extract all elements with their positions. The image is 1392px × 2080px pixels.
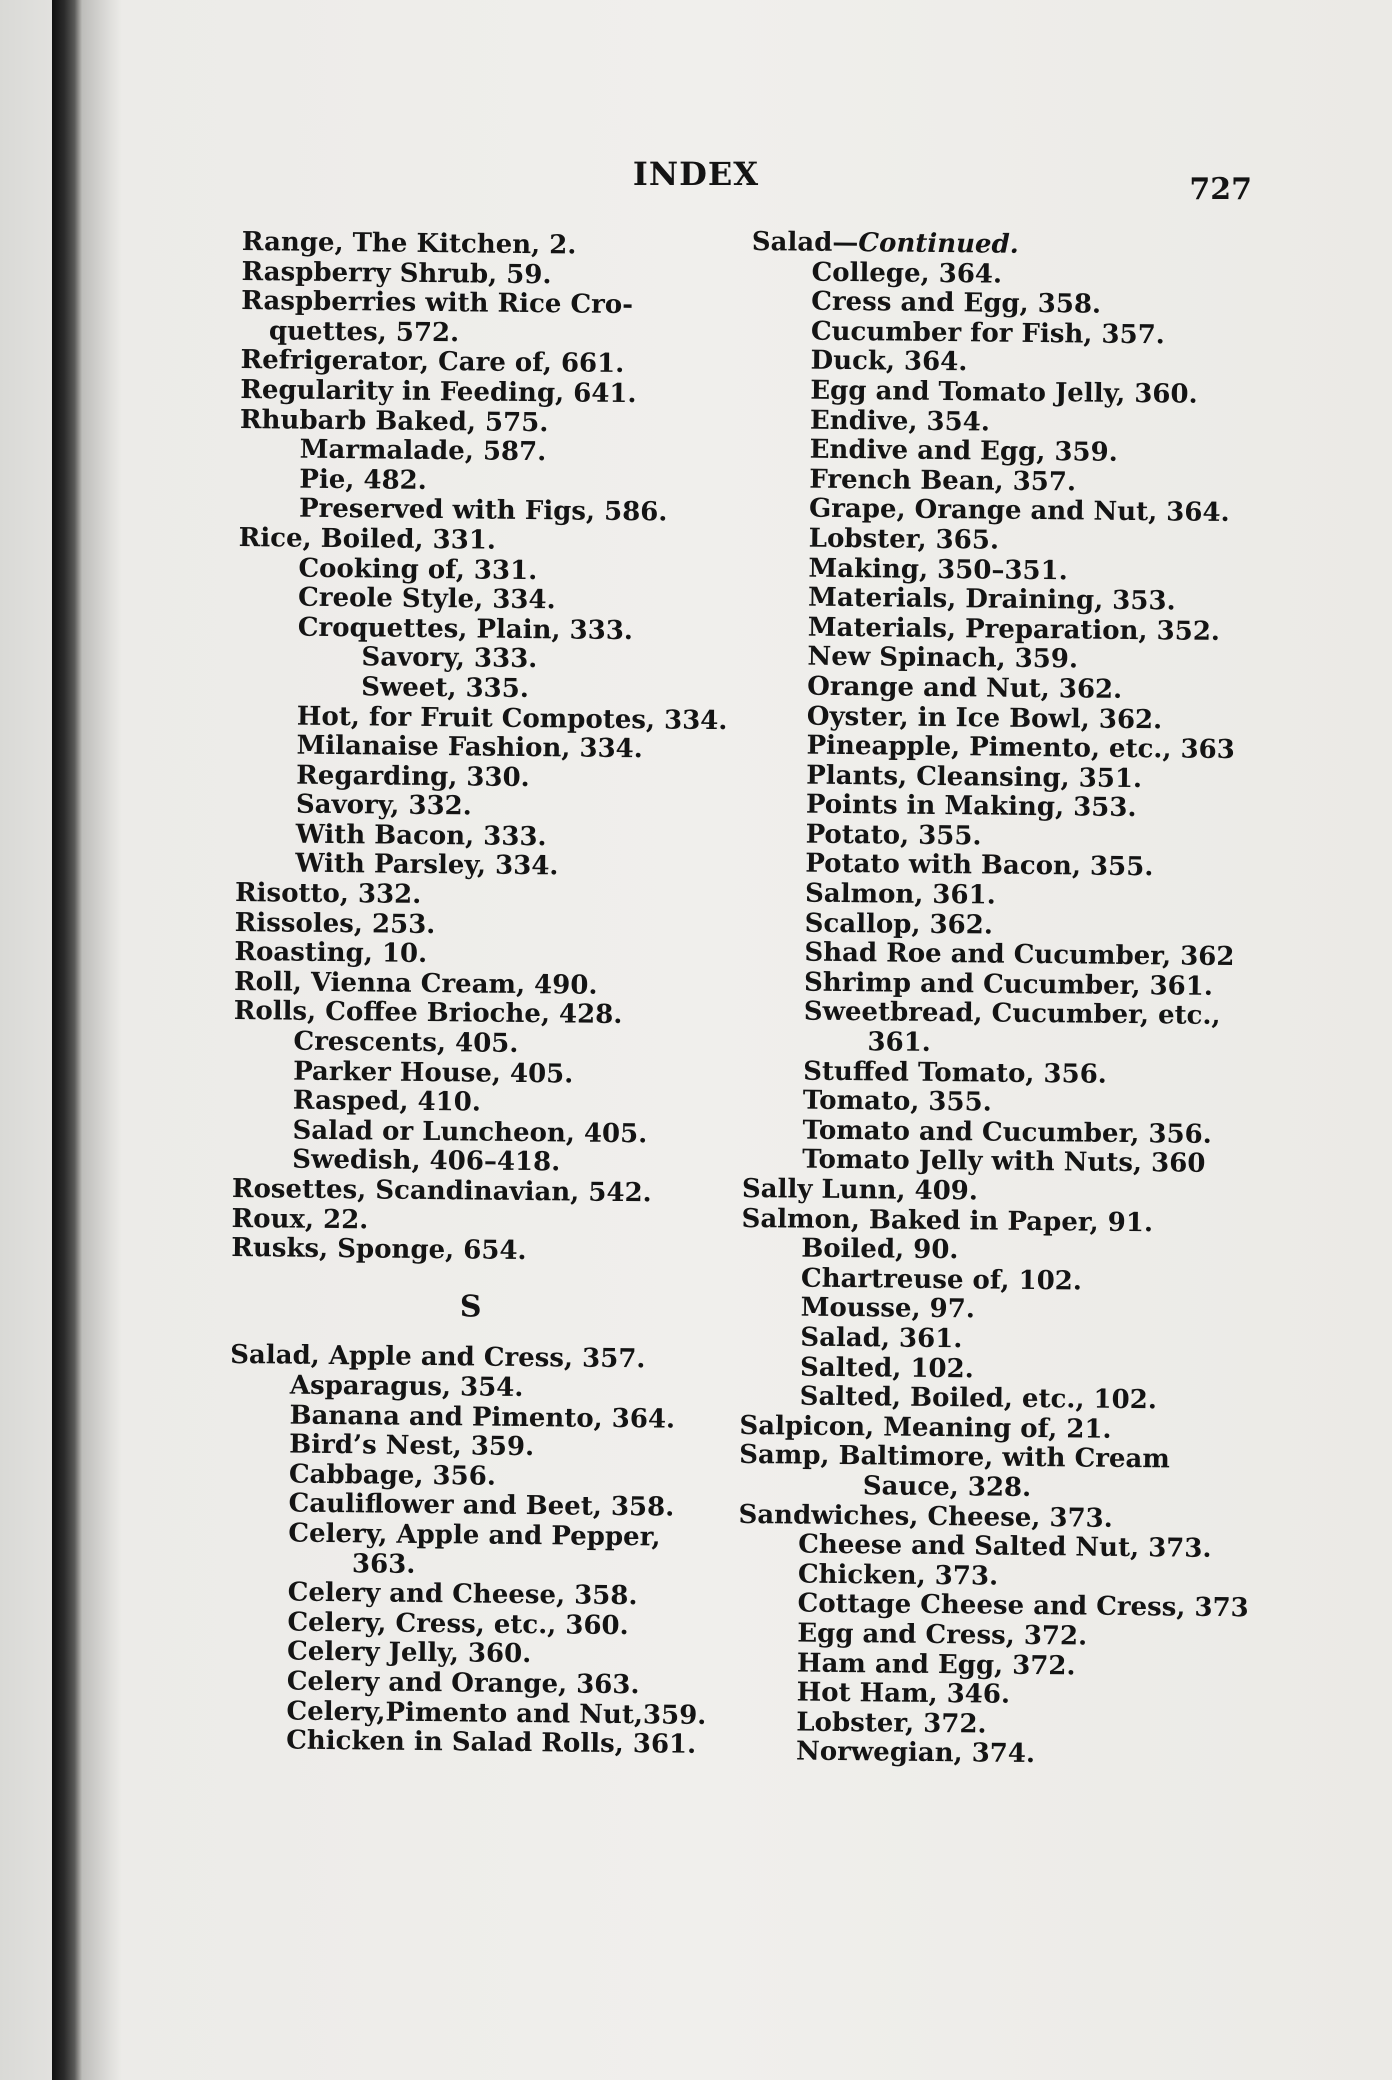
index-entry: Rhubarb Baked, 575. bbox=[239, 404, 549, 438]
index-entry: Raspberry Shrub, 59. bbox=[241, 256, 552, 290]
index-entry: Sally Lunn, 409. bbox=[741, 1173, 979, 1207]
index-entry: Shrimp and Cucumber, 361. bbox=[803, 967, 1214, 1002]
index-entry: Endive, 354. bbox=[809, 405, 990, 438]
index-entry: Cabbage, 356. bbox=[288, 1459, 497, 1492]
index-entry: Pie, 482. bbox=[299, 464, 427, 496]
index-entry: Celery Jelly, 360. bbox=[286, 1636, 532, 1670]
index-entry: Duck, 364. bbox=[810, 345, 968, 378]
index-entry: Sweetbread, Cucumber, etc., bbox=[803, 997, 1221, 1032]
index-entry: Salted, Boiled, etc., 102. bbox=[799, 1381, 1157, 1416]
index-entry: Refrigerator, Care of, 661. bbox=[240, 345, 625, 380]
continued-heading-main: Salad— bbox=[751, 227, 859, 259]
index-entry: Lobster, 365. bbox=[808, 523, 1000, 556]
index-entry: Celery, Cress, etc., 360. bbox=[287, 1607, 629, 1641]
index-entry: Cauliflower and Beet, 358. bbox=[288, 1488, 675, 1523]
index-entry: Tomato, 355. bbox=[802, 1085, 992, 1118]
index-entry: Salted, 102. bbox=[799, 1352, 974, 1384]
index-entry: Cheese and Salted Nut, 373. bbox=[798, 1529, 1212, 1565]
index-entry: Potato, 355. bbox=[805, 819, 982, 852]
index-entry: Sauce, 328. bbox=[862, 1471, 1032, 1503]
index-entry: Croquettes, Plain, 333. bbox=[297, 612, 634, 646]
index-entry: 361. bbox=[867, 1027, 931, 1058]
index-entry: Rosettes, Scandinavian, 542. bbox=[231, 1173, 652, 1209]
index-entry: Range, The Kitchen, 2. bbox=[241, 227, 577, 261]
index-entry: With Bacon, 333. bbox=[295, 819, 547, 853]
index-entry: Parker House, 405. bbox=[293, 1056, 574, 1090]
index-entry: Tomato Jelly with Nuts, 360 bbox=[802, 1144, 1206, 1180]
index-column-right bbox=[736, 228, 1292, 1772]
index-entry: Celery and Cheese, 358. bbox=[287, 1577, 638, 1612]
index-entry: Salad, 361. bbox=[800, 1322, 963, 1355]
index-entry: Shad Roe and Cucumber, 362 bbox=[804, 937, 1235, 973]
index-entry: French Bean, 357. bbox=[809, 464, 1077, 498]
page-number: 727 bbox=[1189, 172, 1252, 207]
index-entry: Salmon, 361. bbox=[804, 878, 996, 911]
index-entry: Raspberries with Rice Cro- bbox=[241, 286, 634, 321]
index-entry: New Spinach, 359. bbox=[807, 641, 1079, 675]
index-entry: Celery and Orange, 363. bbox=[286, 1666, 640, 1701]
index-entry: Roux, 22. bbox=[231, 1203, 369, 1235]
index-entry: Chartreuse of, 102. bbox=[800, 1263, 1083, 1297]
right-entries bbox=[736, 258, 1292, 1773]
index-entry: Oyster, in Ice Bowl, 362. bbox=[806, 701, 1163, 735]
index-entry: Stuffed Tomato, 356. bbox=[803, 1056, 1107, 1090]
index-entry: Tomato and Cucumber, 356. bbox=[802, 1115, 1212, 1150]
index-entry: Norwegian, 374. bbox=[795, 1736, 1036, 1770]
index-entry: Salpicon, Meaning of, 21. bbox=[739, 1410, 1112, 1445]
index-entry: Savory, 333. bbox=[361, 642, 538, 675]
index-entry: Lobster, 372. bbox=[796, 1707, 987, 1740]
index-entry: Asparagus, 354. bbox=[289, 1370, 524, 1403]
index-entry: quettes, 572. bbox=[268, 316, 460, 349]
index-entry: Savory, 332. bbox=[295, 789, 472, 822]
index-entry: Pineapple, Pimento, etc., 363 bbox=[806, 730, 1235, 766]
index-entry: Banana and Pimento, 364. bbox=[289, 1400, 676, 1435]
index-entry: Hot Ham, 346. bbox=[796, 1677, 1011, 1710]
index-entry: Rice, Boiled, 331. bbox=[238, 522, 497, 556]
index-entry: Materials, Preparation, 352. bbox=[807, 612, 1221, 647]
index-entry: Rusks, Sponge, 654. bbox=[231, 1233, 527, 1267]
index-entry: Swedish, 406–418. bbox=[292, 1144, 561, 1178]
index-entry: Making, 350–351. bbox=[808, 553, 1068, 586]
index-entry: Grape, Orange and Nut, 364. bbox=[808, 493, 1230, 529]
index-entry: Sweet, 335. bbox=[361, 672, 530, 704]
index-entry: Milanaise Fashion, 334. bbox=[296, 730, 643, 765]
index-entry: Chicken in Salad Rolls, 361. bbox=[286, 1725, 697, 1760]
index-entry: Chicken, 373. bbox=[797, 1559, 999, 1592]
index-entry: Salad, Apple and Cress, 357. bbox=[230, 1340, 646, 1375]
index-entry: Creole Style, 334. bbox=[297, 582, 556, 616]
index-entry: Crescents, 405. bbox=[293, 1026, 519, 1059]
binding-shadow bbox=[82, 0, 122, 2080]
index-entry: Rissoles, 253. bbox=[234, 907, 436, 940]
index-entry: Salmon, Baked in Paper, 91. bbox=[741, 1203, 1154, 1238]
index-entry: Cooking of, 331. bbox=[298, 553, 538, 586]
index-entry: Mousse, 97. bbox=[800, 1292, 976, 1325]
index-entry: Orange and Nut, 362. bbox=[807, 671, 1123, 705]
index-entry: Risotto, 332. bbox=[234, 878, 422, 910]
index-entry: Materials, Draining, 353. bbox=[807, 582, 1176, 617]
index-entry: Salad or Luncheon, 405. bbox=[292, 1115, 648, 1150]
index-entry: Endive and Egg, 359. bbox=[809, 434, 1118, 468]
index-entry: Rolls, Coffee Brioche, 428. bbox=[233, 996, 623, 1031]
section-letter: S bbox=[459, 1289, 482, 1325]
index-entry: Cucumber for Fish, 357. bbox=[810, 316, 1165, 351]
index-entry: Scallop, 362. bbox=[804, 908, 994, 941]
left-bottom-entries bbox=[226, 1341, 770, 1761]
index-entry: Regarding, 330. bbox=[296, 760, 530, 793]
book-binding bbox=[52, 0, 82, 2080]
index-entry: Sandwiches, Cheese, 373. bbox=[738, 1499, 1113, 1534]
index-entry: Boiled, 90. bbox=[801, 1233, 959, 1266]
index-entry: Cottage Cheese and Cress, 373 bbox=[797, 1588, 1249, 1624]
index-entry: Cress and Egg, 358. bbox=[811, 286, 1102, 320]
index-entry: 363. bbox=[351, 1548, 416, 1580]
index-entry: Regularity in Feeding, 641. bbox=[240, 374, 637, 410]
index-entry: Celery,Pimento and Nut,359. bbox=[286, 1696, 707, 1731]
index-entry: Plants, Cleansing, 351. bbox=[806, 760, 1143, 794]
index-entry: Potato with Bacon, 355. bbox=[805, 849, 1154, 883]
index-entry: Samp, Baltimore, with Cream bbox=[738, 1440, 1170, 1475]
index-column-left bbox=[226, 228, 782, 1761]
index-entry: Marmalade, 587. bbox=[299, 434, 547, 468]
index-entry: College, 364. bbox=[811, 257, 1003, 290]
page-title: INDEX bbox=[632, 155, 760, 193]
index-entry: Egg and Cress, 372. bbox=[797, 1618, 1088, 1652]
index-entry: Celery, Apple and Pepper, bbox=[288, 1518, 661, 1553]
index-entry: Egg and Tomato Jelly, 360. bbox=[810, 375, 1198, 410]
index-entry: Roasting, 10. bbox=[234, 937, 428, 970]
index-entry: Roll, Vienna Cream, 490. bbox=[233, 966, 598, 1001]
left-top-entries bbox=[231, 228, 782, 1269]
index-entry: Bird’s Nest, 359. bbox=[289, 1429, 535, 1463]
continued-heading-italic: Continued. bbox=[858, 228, 1019, 260]
index-entry: Ham and Egg, 372. bbox=[796, 1648, 1076, 1681]
index-entry: Preserved with Figs, 586. bbox=[298, 493, 668, 528]
index-entry: Rasped, 410. bbox=[292, 1085, 482, 1118]
index-entry: Hot, for Fruit Compotes, 334. bbox=[296, 701, 728, 736]
index-entry: Points in Making, 353. bbox=[805, 789, 1137, 824]
index-entry: With Parsley, 334. bbox=[295, 849, 559, 882]
